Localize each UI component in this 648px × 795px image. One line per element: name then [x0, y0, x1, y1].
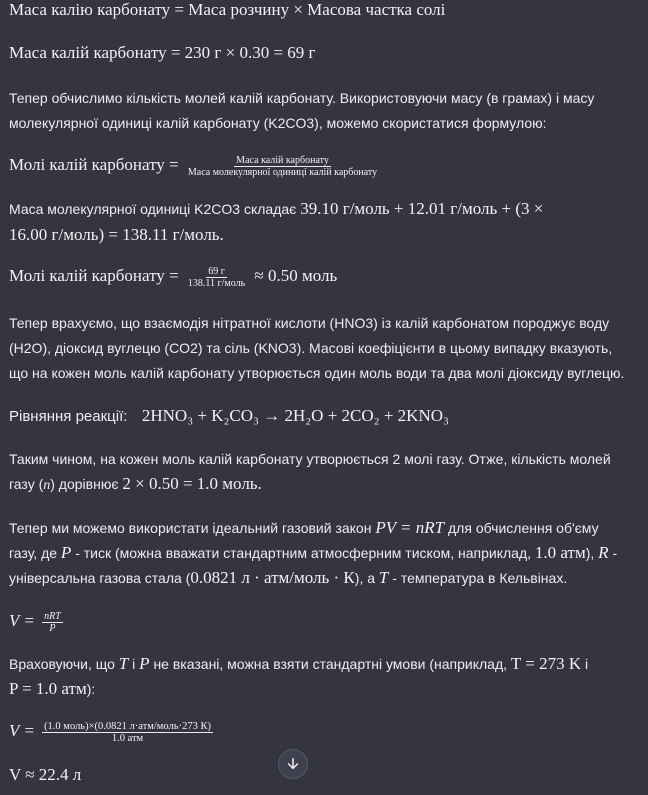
- paragraph-line: [9, 651, 588, 677]
- text-segment: універсальна газова стала (: [9, 570, 191, 586]
- fraction-denominator: P: [49, 622, 56, 634]
- text-segment: ), а: [354, 570, 376, 586]
- paragraph-line: (H2O), діоксид вуглецю (CO2) та сіль (KNO3). Масові коефіцієнти в цьому випадку вказують,: [9, 340, 613, 356]
- math-inline: 0.0821 л · атм/моль · К: [190, 568, 355, 587]
- text-segment: не вказані, можна взяти стандартні умови (наприклад,: [153, 656, 508, 672]
- math-var: R: [598, 543, 609, 562]
- text-segment: Маса молекулярної одиниці K2CO3 складає: [9, 201, 297, 217]
- arrow-down-icon: [286, 757, 300, 771]
- formula-rhs: ≈ 0.50 моль: [254, 266, 338, 285]
- paragraph-line: [9, 676, 95, 702]
- formula-moles-value: [9, 261, 337, 291]
- formula-moles: [9, 150, 382, 180]
- formula-lhs: Молі калій карбонату =: [9, 266, 179, 285]
- math-var: T: [378, 568, 389, 587]
- paragraph-line: [9, 471, 262, 499]
- math-inline: PV = nRT: [375, 518, 445, 537]
- formula-line-2: Маса калій карбонату = 230 г × 0.30 = 69 г: [9, 43, 316, 62]
- math-line: 16.00 г/моль) = 138.11 г/моль.: [9, 225, 224, 244]
- formula-volume-values: [9, 716, 216, 746]
- math-inline: P = 1.0 атм: [9, 679, 87, 698]
- paragraph-line: що на кожен моль калій карбонату утворюється один моль води та два молі діоксиду вуглецю.: [9, 365, 625, 381]
- fraction-denominator: Маса молекулярної одиниці калій карбонату: [187, 166, 378, 178]
- paragraph-line: [9, 565, 567, 591]
- formula-volume: [9, 606, 66, 636]
- text-segment: Враховуючи, що: [9, 656, 115, 672]
- math-var: T: [118, 654, 129, 673]
- paragraph-line: [9, 515, 599, 541]
- paragraph-line: молекулярної одиниці калій карбонату (K2CO3), можемо скористатися формулою:: [9, 115, 547, 131]
- text-segment: і: [585, 656, 589, 672]
- math-var: n: [43, 478, 51, 493]
- paragraph-line: [9, 540, 617, 566]
- text-segment: газу, де: [9, 545, 58, 561]
- formula-lhs: V =: [9, 721, 35, 740]
- math-inline: 1.0 атм: [534, 543, 586, 562]
- math-var: P: [139, 654, 150, 673]
- formula-lhs: Молі калій карбонату =: [9, 155, 179, 174]
- fraction: [186, 155, 379, 178]
- fraction-numerator: (1.0 моль)×(0.0821 л·атм/моль·273 К): [44, 720, 211, 732]
- math-inline: 2 × 0.50 = 1.0 моль.: [122, 474, 262, 493]
- text-segment: - температура в Кельвінах.: [392, 570, 568, 586]
- paragraph-line: [9, 196, 543, 222]
- math-inline: T = 273 K: [510, 654, 582, 673]
- formula-result: V ≈ 22.4 л: [9, 765, 82, 784]
- fraction: [186, 266, 247, 289]
- text-segment: ) дорівнює: [50, 476, 119, 492]
- fraction: [42, 611, 63, 634]
- fraction-numerator: Маса калій карбонату: [236, 154, 329, 166]
- fraction-numerator: nRT: [44, 610, 61, 622]
- text-segment: газу (: [9, 476, 44, 492]
- text-segment: -: [612, 545, 618, 561]
- reaction-formula: 2HNO₃ + K₂CO₃ → 2H₂O + 2CO₂ + 2KNO₃: [141, 406, 449, 425]
- fraction: [42, 721, 213, 744]
- formula-lhs: V =: [9, 611, 35, 630]
- text-segment: і: [132, 656, 136, 672]
- scroll-to-bottom-button[interactable]: [278, 749, 308, 779]
- text-segment: Тепер ми можемо використати ідеальний газовий закон: [9, 520, 372, 536]
- reaction-label: Рівняння реакції:: [9, 408, 128, 425]
- text-segment: - тиск (можна вважати стандартним атмосферним тиском, наприклад,: [75, 545, 532, 561]
- reaction-equation: [9, 403, 449, 430]
- math-inline: 39.10 г/моль + 12.01 г/моль + (3 ×: [300, 199, 544, 218]
- paragraph-line: Тепер врахуємо, що взаємодія нітратної кислоти (HNO3) із калій карбонатом породжує воду: [9, 315, 610, 331]
- fraction-denominator: 1.0 атм: [111, 732, 144, 744]
- paragraph-line: Тепер обчислимо кількість молей калій карбонату. Використовуючи масу (в грамах) і масу: [9, 90, 595, 106]
- formula-line-1: Маса калію карбонату = Маса розчину × Масова частка солі: [9, 0, 446, 19]
- text-segment: ):: [86, 681, 96, 697]
- text-segment: ),: [585, 545, 595, 561]
- math-var: P: [60, 543, 72, 562]
- fraction-numerator: 69 г: [208, 265, 225, 277]
- fraction-denominator: 138.11 г/моль: [187, 277, 246, 289]
- text-segment: для обчислення об'єму: [448, 520, 599, 536]
- paragraph-line: Таким чином, на кожен моль калій карбонату утворюється 2 молі газу. Отже, кількість молей: [9, 451, 611, 467]
